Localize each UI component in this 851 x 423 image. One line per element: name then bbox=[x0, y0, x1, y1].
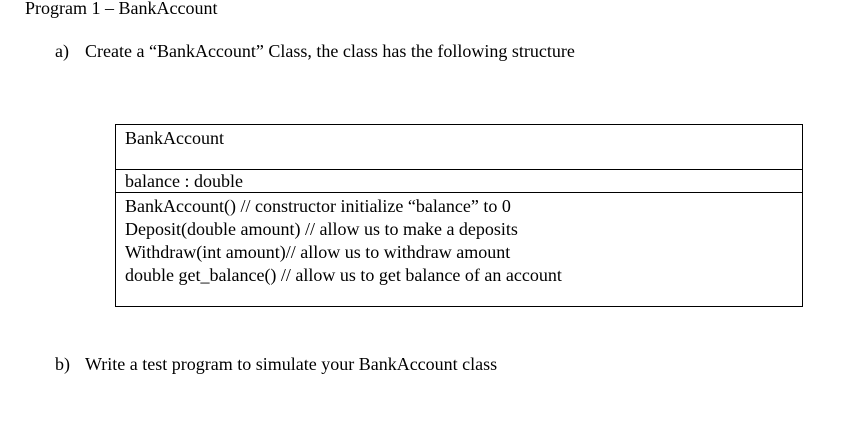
part-b-marker: b) bbox=[55, 354, 70, 374]
uml-methods bbox=[116, 195, 802, 287]
part-b-text: Write a test program to simulate your BankAccount class bbox=[85, 354, 498, 374]
document-heading: Program 1 – BankAccount bbox=[25, 0, 218, 18]
uml-method-deposit: Deposit(double amount) // allow us to make a deposits bbox=[125, 219, 518, 239]
uml-attribute: balance : double bbox=[125, 171, 243, 191]
uml-method-constructor: BankAccount() // constructor initialize “balance” to 0 bbox=[125, 196, 511, 216]
part-a-text: Create a “BankAccount” Class, the class has the following structure bbox=[85, 41, 575, 61]
part-b bbox=[55, 353, 497, 375]
uml-attributes bbox=[116, 170, 802, 193]
uml-class-diagram bbox=[115, 124, 803, 307]
part-a bbox=[55, 40, 575, 62]
part-a-marker: a) bbox=[55, 41, 69, 61]
uml-method-get-balance: double get_balance() // allow us to get balance of an account bbox=[125, 265, 562, 285]
uml-method-withdraw: Withdraw(int amount)// allow us to withdraw amount bbox=[125, 242, 511, 262]
uml-class-name: BankAccount bbox=[116, 125, 802, 170]
